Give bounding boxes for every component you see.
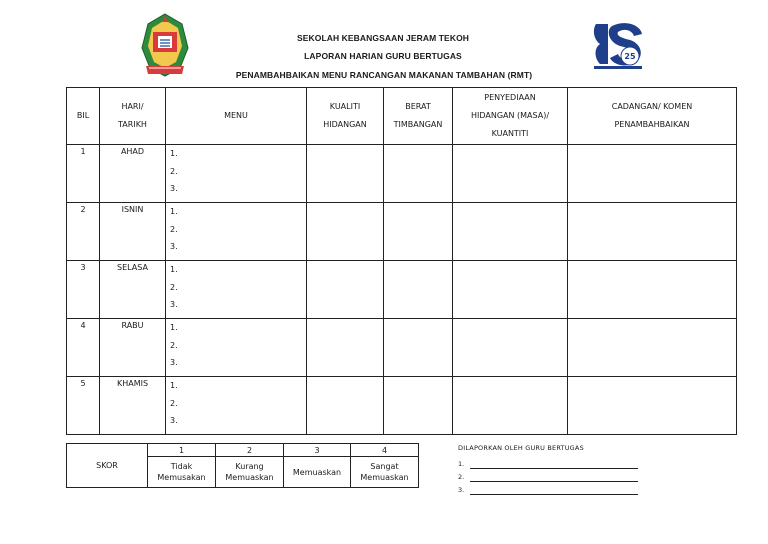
berat-cell[interactable] bbox=[384, 203, 453, 261]
kualiti-cell[interactable] bbox=[307, 261, 384, 319]
score-desc: Memuaskan bbox=[284, 457, 351, 488]
cadangan-cell[interactable] bbox=[568, 261, 737, 319]
score-level: 1 bbox=[148, 444, 216, 457]
menu-cell[interactable]: 1. 2. 3. bbox=[166, 319, 307, 377]
score-desc: Sangat Memuaskan bbox=[351, 457, 419, 488]
report-title: LAPORAN HARIAN GURU BERTUGAS bbox=[304, 51, 462, 61]
cadangan-cell[interactable] bbox=[568, 145, 737, 203]
row-bil: 4 bbox=[67, 319, 100, 377]
row-day: RABU bbox=[100, 319, 166, 377]
row-bil: 1 bbox=[67, 145, 100, 203]
row-day: AHAD bbox=[100, 145, 166, 203]
berat-cell[interactable] bbox=[384, 319, 453, 377]
penyediaan-cell[interactable] bbox=[453, 203, 568, 261]
table-row bbox=[67, 145, 737, 203]
row-day: ISNIN bbox=[100, 203, 166, 261]
col-menu: MENU bbox=[166, 88, 307, 145]
row-day: SELASA bbox=[100, 261, 166, 319]
table-row bbox=[67, 203, 737, 261]
berat-cell[interactable] bbox=[384, 377, 453, 435]
table-row bbox=[67, 261, 737, 319]
score-level: 3 bbox=[284, 444, 351, 457]
table-header-row bbox=[67, 88, 737, 145]
cadangan-cell[interactable] bbox=[568, 377, 737, 435]
kualiti-cell[interactable] bbox=[307, 203, 384, 261]
col-bil: BIL bbox=[67, 88, 100, 145]
kualiti-cell[interactable] bbox=[307, 319, 384, 377]
signature-line[interactable]: 3. bbox=[458, 486, 640, 494]
berat-cell[interactable] bbox=[384, 145, 453, 203]
col-hari: HARI/ TARIKH bbox=[100, 88, 166, 145]
menu-cell[interactable]: 1. 2. 3. bbox=[166, 203, 307, 261]
logo-number: 25 bbox=[624, 52, 636, 61]
row-bil: 3 bbox=[67, 261, 100, 319]
berat-cell[interactable] bbox=[384, 261, 453, 319]
col-kualiti: KUALITI HIDANGAN bbox=[307, 88, 384, 145]
score-label: SKOR bbox=[67, 444, 148, 488]
penyediaan-cell[interactable] bbox=[453, 261, 568, 319]
col-berat: BERAT TIMBANGAN bbox=[384, 88, 453, 145]
kualiti-cell[interactable] bbox=[307, 377, 384, 435]
ministry-logo bbox=[590, 20, 646, 70]
penyediaan-cell[interactable] bbox=[453, 319, 568, 377]
score-table bbox=[66, 443, 419, 488]
kualiti-cell[interactable] bbox=[307, 145, 384, 203]
cadangan-cell[interactable] bbox=[568, 203, 737, 261]
menu-cell[interactable]: 1. 2. 3. bbox=[166, 377, 307, 435]
row-bil: 2 bbox=[67, 203, 100, 261]
penyediaan-cell[interactable] bbox=[453, 145, 568, 203]
menu-cell[interactable]: 1. 2. 3. bbox=[166, 145, 307, 203]
signature-line[interactable]: 1. bbox=[458, 460, 640, 468]
score-desc: Kurang Memuaskan bbox=[216, 457, 284, 488]
table-row bbox=[67, 319, 737, 377]
school-name: SEKOLAH KEBANGSAAN JERAM TEKOH bbox=[296, 33, 470, 43]
table-row bbox=[67, 377, 737, 435]
col-penyediaan: PENYEDIAAN HIDANGAN (MASA)/ KUANTITI bbox=[453, 88, 568, 145]
score-level: 2 bbox=[216, 444, 284, 457]
cadangan-cell[interactable] bbox=[568, 319, 737, 377]
menu-cell[interactable]: 1. 2. 3. bbox=[166, 261, 307, 319]
col-cadangan: CADANGAN/ KOMEN PENAMBAHBAIKAN bbox=[568, 88, 737, 145]
row-bil: 5 bbox=[67, 377, 100, 435]
score-level: 4 bbox=[351, 444, 419, 457]
score-desc: Tidak Memusakan bbox=[148, 457, 216, 488]
report-table bbox=[66, 87, 737, 435]
reported-by-label: DILAPORKAN OLEH GURU BERTUGAS bbox=[458, 444, 584, 452]
report-subject: PENAMBAHBAIKAN MENU RANCANGAN MAKANAN TAMBAHAN (RMT) bbox=[235, 70, 533, 80]
signature-line[interactable]: 2. bbox=[458, 473, 640, 481]
row-day: KHAMIS bbox=[100, 377, 166, 435]
penyediaan-cell[interactable] bbox=[453, 377, 568, 435]
